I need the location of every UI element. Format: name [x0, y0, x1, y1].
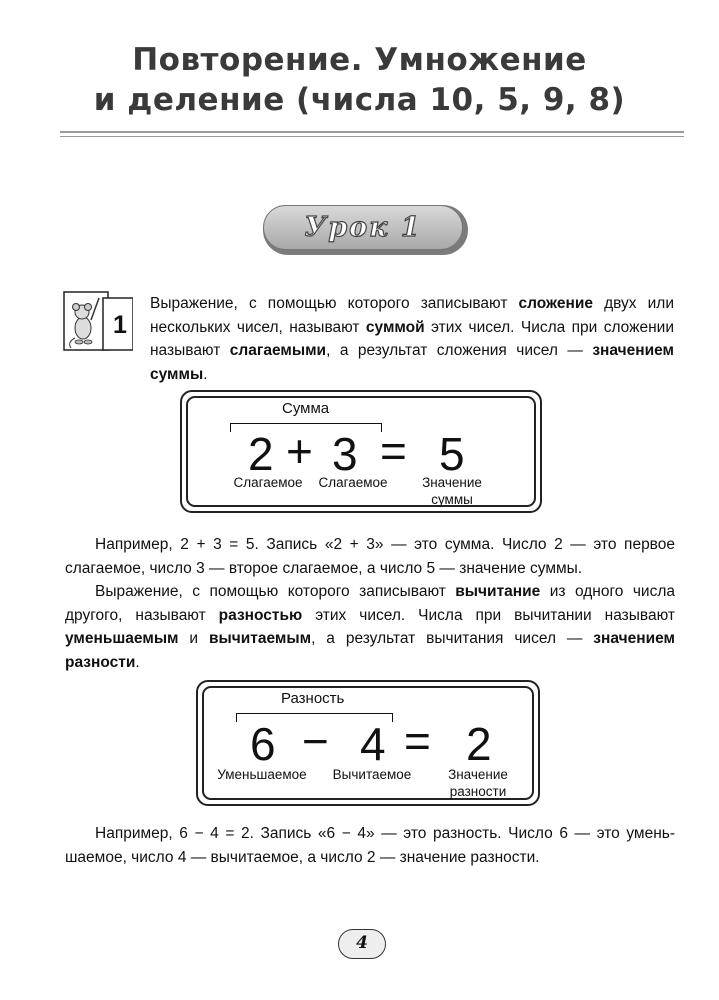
sum-result: 5 — [439, 428, 465, 480]
term: вычитаемым — [209, 630, 312, 647]
difference-label-subtrahend: Вычитаемое — [332, 767, 412, 782]
lesson-badge-text: Урок 1 — [304, 212, 422, 243]
difference-label-minuend: Уменьшаемое — [217, 767, 307, 782]
sum-addend-1: 2 — [248, 428, 274, 480]
term: сложение — [518, 295, 593, 312]
difference-minuend: 6 — [250, 718, 276, 770]
text: этих чисел. Числа при вычитании называют — [302, 606, 675, 624]
sum-equals-sign: = — [380, 425, 407, 477]
difference-label-result-line2: разности — [449, 784, 507, 799]
sum-label-result-line1: Значение — [422, 475, 482, 490]
term: значением разности — [65, 630, 675, 671]
title-rule — [60, 131, 684, 133]
difference-subtrahend: 4 — [360, 718, 386, 770]
difference-minus-sign: − — [302, 715, 329, 767]
paragraph-difference-example: Например, 6 − 4 = 2. Запись «6 − 4» — это разность. Число 6 — это уменьшаемое, число 4 — вычитаемое, а число 2 — значение разности. — [65, 825, 675, 866]
difference-label-result-line1: Значение — [448, 767, 508, 782]
text: , а результат сложения чисел — — [326, 342, 593, 359]
sum-label: Сумма — [282, 400, 330, 417]
paragraph-difference-definition — [65, 580, 675, 674]
text: этих чисел. Числа при сложении называют — [150, 318, 674, 359]
title-rule-thin — [60, 136, 684, 137]
text: Выражение, с помощью которого записывают — [95, 583, 456, 600]
page-number: 4 — [338, 929, 386, 959]
term: суммой — [365, 318, 425, 336]
lesson-badge — [263, 205, 468, 255]
text: . — [135, 653, 140, 671]
title-line-1: Повторение. Умножение — [132, 42, 587, 78]
text: и — [178, 630, 209, 647]
text: . — [203, 365, 208, 383]
sum-label-result-line2: суммы — [431, 492, 473, 507]
page-title — [0, 40, 719, 120]
text: двух или нескольких чисел, называют — [150, 295, 674, 336]
term: разностью — [218, 606, 303, 624]
sum-label-addend-1: Слагаемое — [233, 475, 303, 490]
difference-equals-sign: = — [404, 715, 431, 767]
sum-label-result — [412, 474, 492, 508]
term: слагаемыми — [229, 342, 327, 359]
lesson-badge-face — [263, 205, 463, 250]
sum-addend-2: 3 — [332, 428, 358, 480]
difference-label: Разность — [281, 690, 345, 707]
difference-label-result — [438, 766, 518, 800]
difference-diagram-box — [196, 680, 540, 806]
text: Выражение, с помощью которого записывают — [150, 295, 519, 312]
text: , а результат вычитания чисел — — [311, 630, 594, 647]
sum-plus-sign: + — [286, 425, 313, 477]
difference-result: 2 — [466, 718, 492, 770]
paragraph-sum-definition — [150, 292, 674, 386]
term: уменьшаемым — [65, 630, 179, 647]
term: значением суммы — [150, 342, 675, 383]
text: из одного числа другого, называют — [65, 583, 675, 624]
task-number: 1 — [113, 311, 127, 339]
paragraph-sum-example: Например, 2 + 3 = 5. Запись «2 + 3» — это сумма. Число 2 — это первое слагаемое, число 3 — второе слагаемое, а число 5 — значение суммы. — [65, 536, 675, 577]
sum-diagram-box — [180, 390, 542, 513]
sum-label-addend-2: Слагаемое — [318, 475, 388, 490]
title-line-2: и деление (числа 10, 5, 9, 8) — [93, 82, 626, 118]
term: вычитание — [455, 583, 541, 600]
